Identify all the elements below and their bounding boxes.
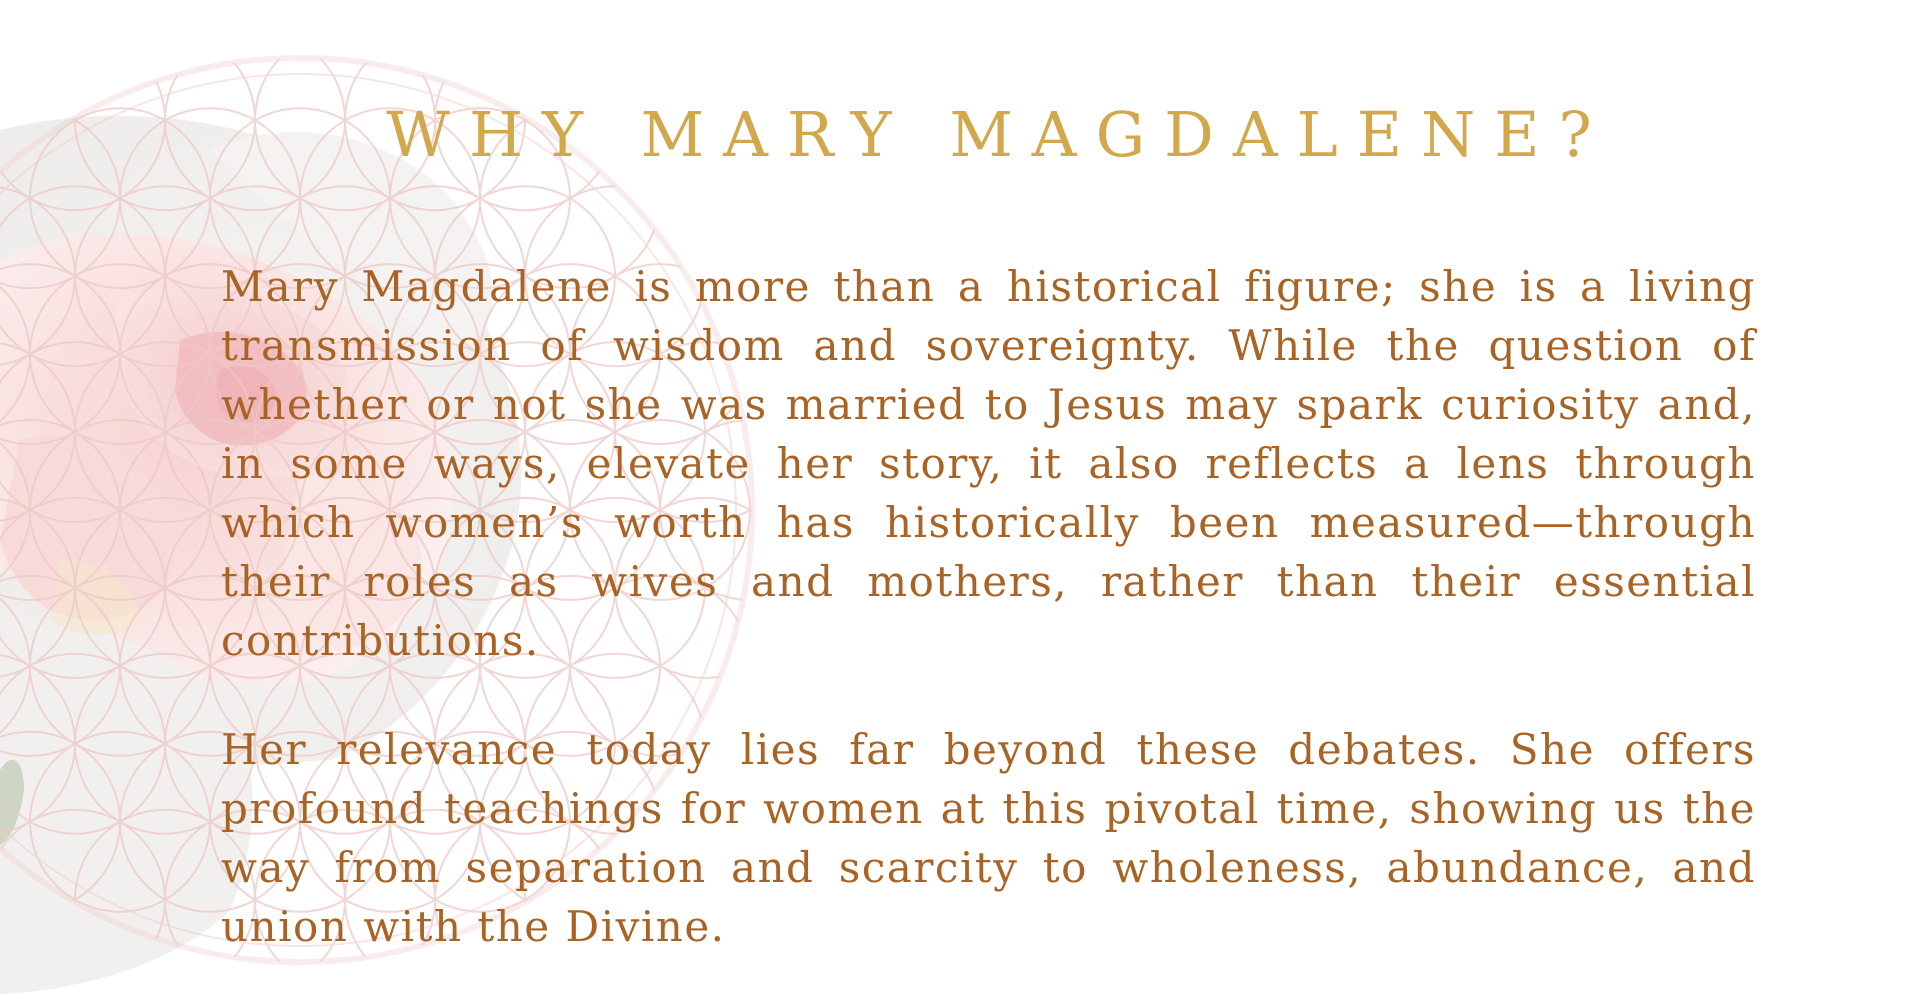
page-title: WHY MARY MAGDALENE? — [386, 98, 1611, 171]
paragraph-intro: Mary Magdalene is more than a historical figure; she is a living transmission of wisdom and sovereignty. While the question of whether or not she was married to Jesus may spark curiosity and, in some ways, elevate her story, it also reflects a lens through which women’s worth has historically been measured—through their roles as wives and mothers, rather than their essential contributions. — [221, 262, 1756, 665]
paragraph-relevance: Her relevance today lies far beyond these debates. She offers profound teachings for women at this pivotal time, showing us the way from separation and scarcity to wholeness, abundance, and union with the Divine. — [221, 725, 1756, 951]
main-content — [221, 95, 1756, 956]
